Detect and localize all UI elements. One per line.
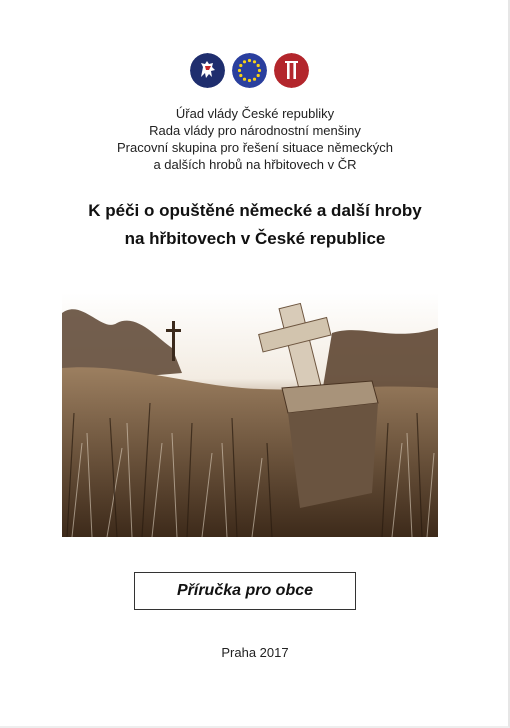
org-line-4: a dalších hrobů na hřbitovech v ČR bbox=[153, 157, 357, 172]
org-line-3: Pracovní skupina pro řešení situace německých bbox=[116, 140, 394, 155]
imprint-place-year: Praha 2017 bbox=[221, 645, 289, 660]
title-line-1: K péči o opuštěné německé a další hroby bbox=[88, 201, 422, 220]
logo-row bbox=[190, 53, 308, 91]
org-line-2: Rada vlády pro národnostní menšiny bbox=[149, 123, 361, 138]
document-title bbox=[0, 197, 510, 253]
handbook-label: Příručka pro obce bbox=[176, 582, 314, 599]
org-line-1: Úřad vlády České republiky bbox=[175, 106, 335, 121]
handbook-label-box bbox=[134, 572, 356, 610]
czech-lion-icon bbox=[190, 53, 225, 88]
title-line-2: na hřbitovech v České republice bbox=[124, 229, 386, 248]
red-emblem-icon bbox=[274, 53, 309, 88]
organization-block bbox=[0, 105, 510, 173]
cemetery-photo bbox=[62, 293, 438, 537]
eu-stars-icon bbox=[232, 53, 267, 88]
